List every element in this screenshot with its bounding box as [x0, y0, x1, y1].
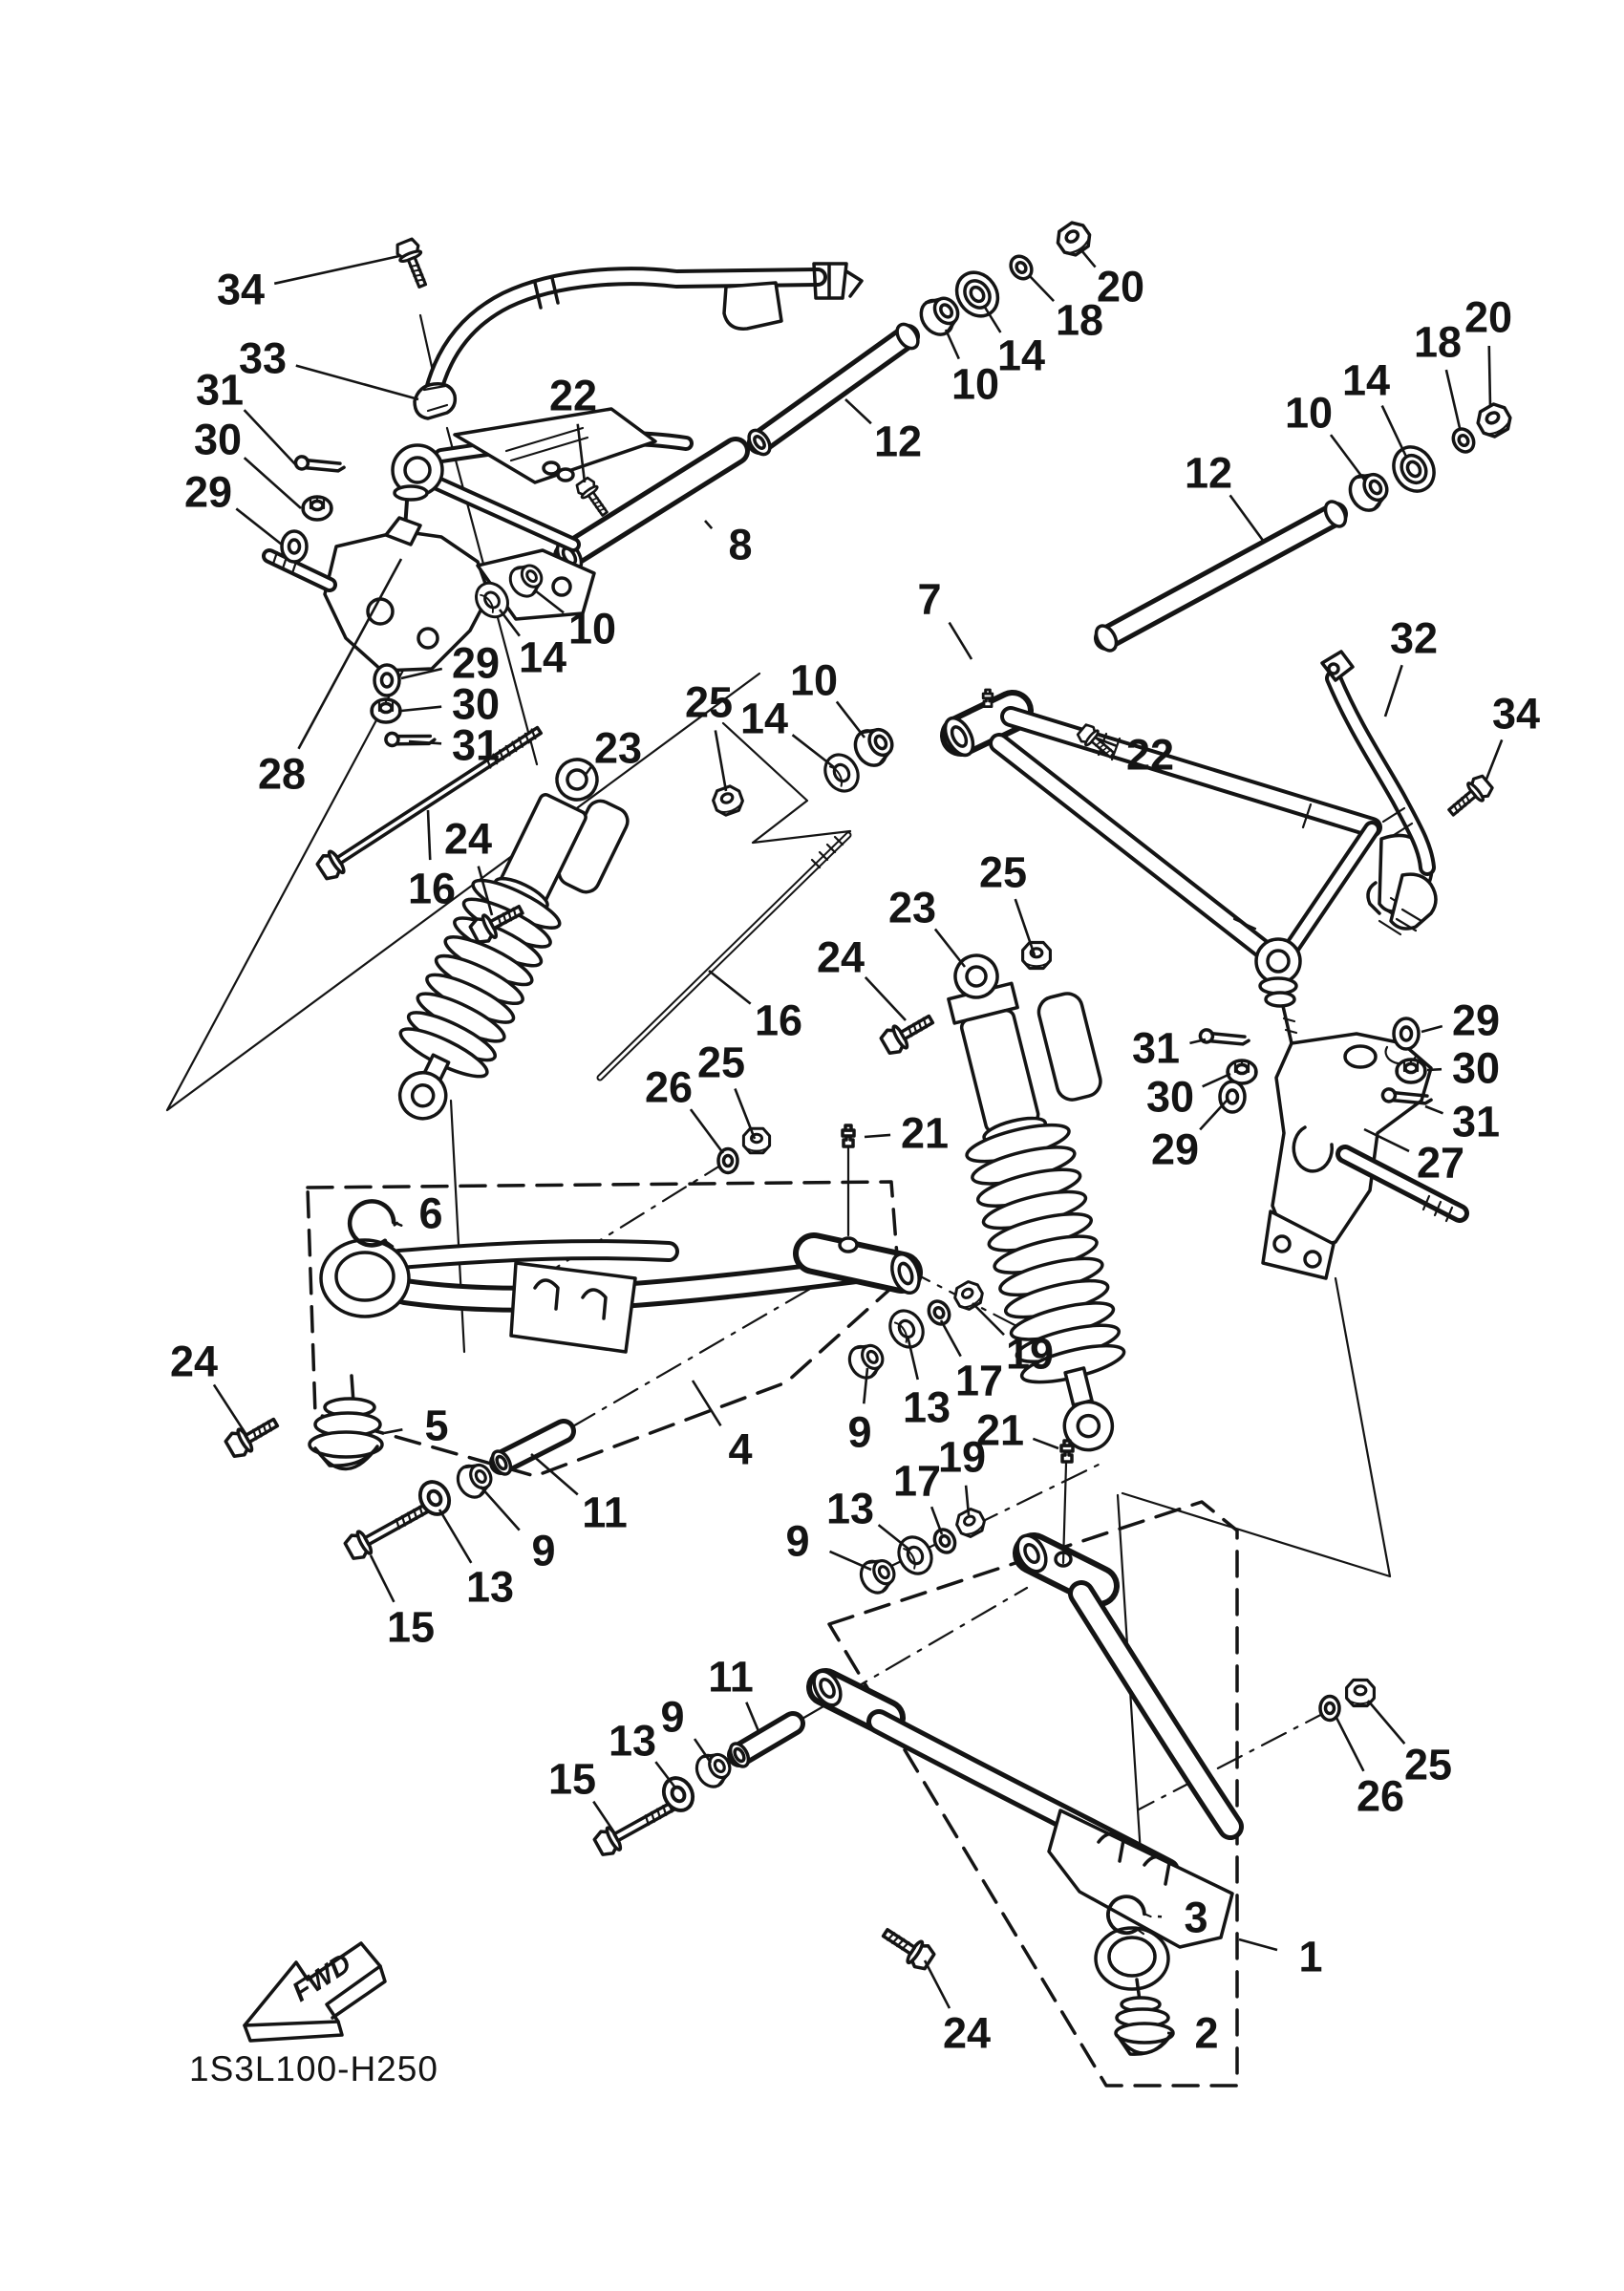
- part-label-29: 29: [183, 467, 233, 517]
- part-label-15: 15: [547, 1754, 597, 1804]
- stay-bar-32: [1322, 652, 1494, 931]
- part-label-13: 13: [465, 1562, 515, 1612]
- part-label-30: 30: [451, 679, 501, 729]
- leader-line: [1427, 1069, 1442, 1070]
- leader-line: [972, 1303, 1004, 1335]
- leader-line: [950, 623, 972, 659]
- leader-line: [245, 410, 296, 465]
- castle-nut-30b: [372, 699, 400, 722]
- part-label-18: 18: [1055, 295, 1104, 345]
- bushing-10b: [1344, 466, 1394, 516]
- leader-line: [1200, 1101, 1227, 1129]
- leader-line: [1230, 495, 1264, 542]
- part-label-9: 9: [660, 1692, 685, 1742]
- part-label-31: 31: [195, 365, 245, 415]
- stay-clamp-33: [415, 384, 455, 418]
- stay-bar-top: [395, 238, 862, 418]
- part-label-17: 17: [892, 1456, 942, 1506]
- cotter-pin-31a: [294, 453, 345, 479]
- part-label-30: 30: [1451, 1043, 1501, 1093]
- part-label-24: 24: [443, 814, 493, 864]
- castle-nut-30d: [1397, 1060, 1425, 1082]
- part-label-28: 28: [257, 749, 307, 799]
- part-label-30: 30: [1145, 1072, 1195, 1122]
- part-label-12: 12: [1184, 448, 1233, 498]
- part-label-5: 5: [424, 1401, 449, 1450]
- part-label-23: 23: [887, 883, 937, 932]
- part-label-14: 14: [739, 694, 789, 743]
- part-label-13: 13: [608, 1716, 657, 1766]
- part-label-24: 24: [816, 932, 865, 982]
- washer-29b: [374, 665, 399, 696]
- part-label-22: 22: [1125, 730, 1175, 780]
- leader-line: [1368, 1701, 1404, 1744]
- part-label-10: 10: [789, 655, 839, 705]
- washer-17a: [925, 1297, 953, 1328]
- grease-fitting-21a: [843, 1125, 854, 1146]
- shock-absorber-left-23: [370, 740, 644, 1145]
- bolt-34a: [395, 238, 433, 290]
- leader-line: [1081, 250, 1096, 268]
- part-label-14: 14: [1341, 355, 1391, 405]
- nut-25c: [743, 1128, 769, 1153]
- part-label-2: 2: [1194, 2008, 1219, 2058]
- seal-13a: [884, 1305, 930, 1353]
- part-label-30: 30: [193, 415, 243, 464]
- part-label-25: 25: [684, 677, 734, 727]
- leader-line: [691, 1109, 723, 1153]
- washer-29d: [1394, 1018, 1419, 1049]
- part-label-25: 25: [1403, 1740, 1453, 1789]
- part-label-18: 18: [1413, 317, 1463, 367]
- part-label-1: 1: [1298, 1932, 1323, 1981]
- part-label-10: 10: [567, 604, 617, 653]
- leader-line: [830, 1552, 871, 1570]
- part-label-27: 27: [1416, 1138, 1465, 1188]
- part-label-9: 9: [785, 1516, 810, 1566]
- part-label-25: 25: [696, 1038, 746, 1087]
- part-label-32: 32: [1389, 613, 1439, 663]
- bushing-9b: [856, 1553, 900, 1597]
- washer-18b: [1449, 425, 1478, 456]
- leader-line: [1385, 665, 1402, 717]
- part-label-13: 13: [902, 1382, 951, 1432]
- leader-line: [214, 1384, 246, 1435]
- nut-20a: [1053, 219, 1094, 260]
- part-label-29: 29: [451, 638, 501, 688]
- part-label-33: 33: [238, 333, 288, 383]
- part-label-10: 10: [951, 359, 1000, 409]
- part-label-31: 31: [1451, 1097, 1501, 1146]
- part-label-13: 13: [825, 1484, 875, 1533]
- leader-line: [1331, 435, 1364, 480]
- leader-line: [793, 735, 834, 767]
- leader-line: [925, 1960, 950, 2008]
- part-label-14: 14: [518, 632, 567, 682]
- part-label-17: 17: [954, 1356, 1004, 1405]
- part-label-21: 21: [975, 1405, 1025, 1455]
- leader-line: [1033, 1439, 1058, 1448]
- bearing-14b: [1386, 439, 1442, 499]
- part-label-14: 14: [996, 331, 1046, 380]
- part-label-15: 15: [386, 1602, 436, 1652]
- leader-line: [296, 366, 418, 399]
- cotter-pin-31c: [1199, 1026, 1250, 1052]
- part-label-16: 16: [407, 864, 457, 913]
- leader-line: [371, 1555, 394, 1602]
- part-label-4: 4: [728, 1424, 753, 1474]
- part-label-24: 24: [169, 1337, 219, 1386]
- leader-line: [593, 1802, 614, 1832]
- part-label-3: 3: [1184, 1893, 1208, 1942]
- part-label-10: 10: [1284, 388, 1334, 438]
- nut-19a: [951, 1278, 986, 1313]
- leader-line: [1336, 1716, 1363, 1771]
- leader-line: [1425, 1106, 1443, 1113]
- leader-line: [941, 1320, 961, 1357]
- part-label-31: 31: [451, 720, 501, 770]
- seal-13b: [892, 1531, 937, 1579]
- leader-line: [879, 1525, 909, 1550]
- leader-line: [274, 256, 399, 284]
- leader-line: [1029, 275, 1054, 301]
- leader-line: [245, 458, 301, 508]
- leader-line: [531, 1454, 578, 1494]
- leader-line: [746, 1702, 759, 1731]
- part-label-19: 19: [1005, 1329, 1055, 1379]
- grease-fitting-21b: [1061, 1441, 1073, 1462]
- part-label-16: 16: [754, 996, 803, 1045]
- part-label-29: 29: [1150, 1124, 1200, 1174]
- part-label-25: 25: [978, 847, 1028, 897]
- part-label-29: 29: [1451, 996, 1501, 1045]
- part-label-11: 11: [582, 1488, 628, 1537]
- leader-line: [705, 521, 712, 528]
- part-label-7: 7: [917, 574, 942, 624]
- part-label-24: 24: [942, 2008, 992, 2058]
- nut-19b: [953, 1506, 988, 1539]
- leader-line: [735, 1088, 755, 1139]
- bolt-24c: [224, 1412, 282, 1460]
- nut-20b: [1474, 400, 1515, 440]
- leader-line: [1489, 346, 1490, 407]
- leader-line: [709, 971, 751, 1004]
- part-label-12: 12: [873, 417, 923, 466]
- part-label-21: 21: [900, 1108, 950, 1158]
- leader-line: [1239, 1939, 1277, 1950]
- part-label-34: 34: [216, 265, 266, 314]
- leader-line: [481, 1487, 520, 1531]
- leader-line: [439, 1509, 471, 1563]
- part-label-9: 9: [531, 1526, 556, 1575]
- fwd-label: FWD: [287, 1948, 357, 2008]
- leader-line: [1446, 370, 1460, 428]
- part-label-34: 34: [1491, 689, 1541, 739]
- washer-29a: [282, 531, 307, 562]
- part-label-11: 11: [708, 1652, 754, 1702]
- nut-25b: [1023, 943, 1051, 969]
- washer-17b: [930, 1526, 958, 1555]
- part-label-23: 23: [593, 723, 643, 773]
- part-label-20: 20: [1096, 262, 1145, 311]
- washer-29c: [1220, 1081, 1245, 1112]
- leader-line: [865, 977, 906, 1020]
- bolt-24b: [879, 1009, 937, 1057]
- part-label-9: 9: [847, 1407, 872, 1457]
- part-label-26: 26: [1356, 1771, 1405, 1821]
- part-label-22: 22: [548, 371, 598, 420]
- part-label-19: 19: [937, 1432, 987, 1482]
- part-label-20: 20: [1464, 292, 1513, 342]
- leader-line: [865, 1135, 890, 1137]
- leader-line: [845, 399, 871, 423]
- leader-line: [837, 701, 865, 738]
- fwd-arrow: [245, 1943, 385, 2041]
- diagram-code: 1S3L100-H250: [189, 2049, 438, 2088]
- part-label-31: 31: [1131, 1023, 1181, 1073]
- leader-line: [401, 707, 441, 711]
- part-label-6: 6: [418, 1188, 443, 1238]
- leader-line: [428, 810, 430, 860]
- pivot-shaft-12b: [1092, 400, 1514, 654]
- leader-line: [1485, 739, 1502, 782]
- leader-line: [693, 1381, 720, 1425]
- leader-line: [716, 730, 726, 791]
- leader-line: [946, 330, 959, 359]
- part-label-26: 26: [644, 1062, 694, 1112]
- leader-line: [1382, 406, 1406, 457]
- leader-line: [935, 929, 965, 967]
- castle-nut-30a: [303, 497, 331, 520]
- leader-line: [1421, 1026, 1442, 1032]
- nut-25a: [711, 783, 745, 817]
- leader-line: [236, 508, 282, 545]
- front-arm-4: [310, 1125, 924, 1469]
- leader-line: [384, 1429, 402, 1433]
- bolt-22a: [574, 476, 612, 519]
- part-label-8: 8: [728, 520, 753, 569]
